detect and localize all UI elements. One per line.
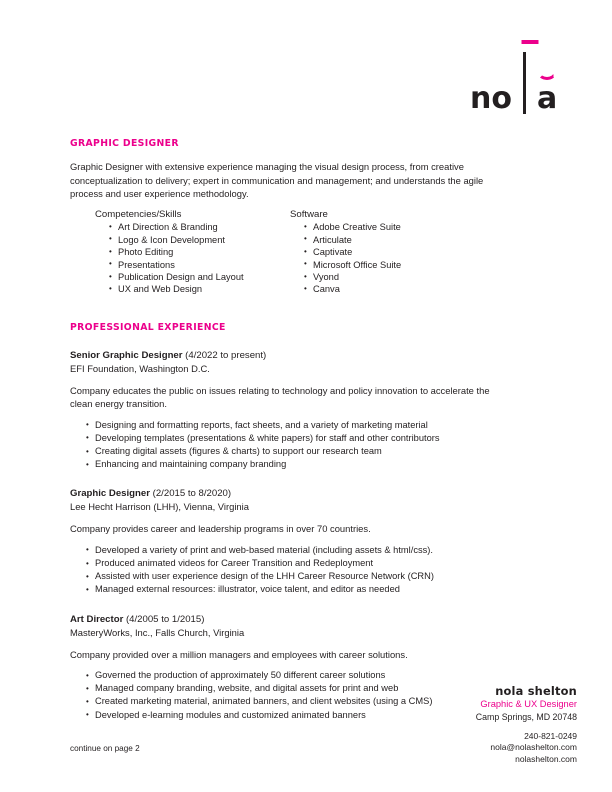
list-item: • Designing and formatting reports, fact sheets, and a variety of marketing material <box>86 419 490 432</box>
summary-paragraph: Graphic Designer with extensive experience managing the visual design process, from creative conceptualization to delivery; expert in communication and management; and understands the agile process and user experience methodology. <box>70 161 484 200</box>
list-item: • Canva <box>304 283 490 295</box>
job-company: EFI Foundation, Washington D.C. <box>70 362 210 374</box>
job-dates: (2/2015 to 8/2020) <box>152 488 232 500</box>
job-description: Company provided over a million managers and employees with career solutions. <box>70 648 408 660</box>
job-title-line <box>70 349 490 362</box>
brand-logo <box>470 52 590 114</box>
experience-entry <box>70 349 490 472</box>
list-item: • UX and Web Design <box>109 283 290 295</box>
logo-text-a: a <box>537 84 557 114</box>
job-dates: (4/2005 to 1/2015) <box>125 613 205 625</box>
list-item: • Enhancing and maintaining company branding <box>86 458 490 471</box>
competencies-list <box>95 221 290 295</box>
job-bullets-list <box>70 544 490 597</box>
job-role: Senior Graphic Designer <box>70 349 183 361</box>
list-item: • Created marketing material, animated banners, and client websites (using a CMS) <box>86 695 490 708</box>
job-company: Lee Hecht Harrison (LHH), Vienna, Virginia <box>70 501 249 513</box>
list-item: • Produced animated videos for Career Transition and Redeployment <box>86 557 490 570</box>
job-company: MasteryWorks, Inc., Falls Church, Virginia <box>70 626 245 638</box>
contact-block <box>347 684 577 765</box>
list-item: • Developed a variety of print and web-based material (including assets & html/css). <box>86 544 490 557</box>
skills-section <box>70 208 490 296</box>
job-role: Graphic Designer <box>70 488 150 500</box>
list-item: • Logo & Icon Development <box>109 234 290 246</box>
logo-text-no: no <box>470 81 512 116</box>
contact-email[interactable]: nola@nolashelton.com <box>490 742 577 753</box>
resume-content <box>70 138 490 722</box>
contact-name: nola shelton <box>495 684 577 698</box>
section-heading-graphic-designer: GRAPHIC DESIGNER <box>70 138 179 149</box>
list-item: • Art Direction & Branding <box>109 221 290 233</box>
list-item: • Photo Editing <box>109 246 290 258</box>
contact-city: Camp Springs, MD 20748 <box>475 711 577 722</box>
logo-right-group <box>526 81 558 116</box>
list-item: • Governed the production of approximately 50 different career solutions <box>86 669 490 682</box>
list-item: • Developing templates (presentations & white papers) for staff and other contributors <box>86 432 490 445</box>
job-title-line <box>70 613 490 626</box>
contact-phone[interactable]: 240-821-0249 <box>524 731 577 741</box>
contact-role: Graphic & UX Designer <box>480 699 577 709</box>
macron-accent-icon <box>522 40 539 44</box>
software-list <box>290 221 490 295</box>
contact-details <box>347 731 577 765</box>
contact-website[interactable]: nolashelton.com <box>515 753 577 764</box>
software-title: Software <box>290 208 328 220</box>
section-heading-professional-experience: PROFESSIONAL EXPERIENCE <box>70 321 226 333</box>
list-item: • Managed company branding, website, and digital assets for print and web <box>86 682 490 695</box>
list-item: • Microsoft Office Suite <box>304 259 490 271</box>
job-description: Company provides career and leadership programs in over 70 countries. <box>70 523 371 535</box>
job-dates: (4/2022 to present) <box>185 349 267 361</box>
list-item: • Creating digital assets (figures & charts) to support our research team <box>86 445 490 458</box>
list-item: • Assisted with user experience design of the LHH Career Resource Network (CRN) <box>86 570 490 583</box>
list-item: • Publication Design and Layout <box>109 271 290 283</box>
list-item: • Vyond <box>304 271 490 283</box>
breve-accent-icon <box>538 71 557 80</box>
list-item: • Adobe Creative Suite <box>304 221 490 233</box>
list-item: • Presentations <box>109 259 290 271</box>
job-description: Company educates the public on issues relating to technology and policy innovation to accelerate the clean energy transition. <box>70 384 490 410</box>
list-item: • Managed external resources: illustrator, voice talent, and editor as needed <box>86 583 490 596</box>
list-item: • Developed e-learning modules and customized animated banners <box>86 709 490 722</box>
list-item: • Captivate <box>304 246 490 258</box>
competencies-title: Competencies/Skills <box>95 208 182 220</box>
competencies-column <box>95 208 290 296</box>
list-item: • Articulate <box>304 234 490 246</box>
job-bullets-list <box>70 419 490 472</box>
experience-entry <box>70 487 490 596</box>
logo-left-group <box>470 81 523 116</box>
job-title-line <box>70 487 490 500</box>
footer-continue-note: continue on page 2 <box>70 744 140 753</box>
software-column <box>290 208 490 296</box>
job-role: Art Director <box>70 613 124 625</box>
